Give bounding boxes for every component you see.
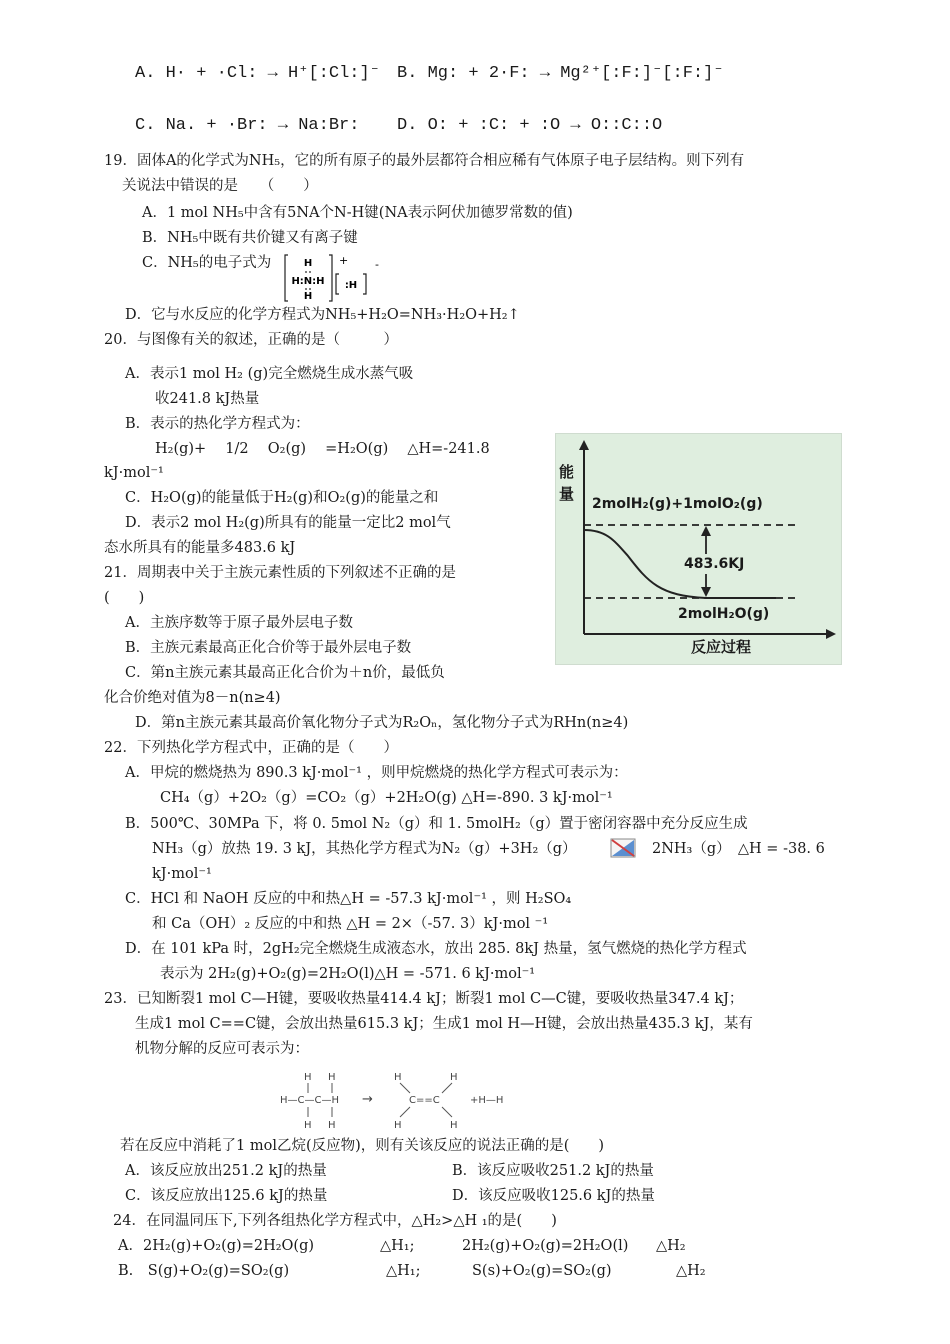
energy-diagram: [555, 433, 842, 665]
chart-bottom-label: 2molH₂O(g): [678, 606, 770, 622]
q20-option-b-line1: B．表示的热化学方程式为：: [125, 416, 310, 432]
q21-option-c-line1: C．第n主族元素其最高正化合价为＋n价，最低负: [125, 665, 445, 681]
svg-text:H:N:H: H:N:H: [291, 276, 325, 287]
q20-option-a-line2: 收241.8 kJ热量: [155, 391, 260, 407]
q19-stem-line1: 19．固体A的化学式为NH₅，它的所有原子的最外层都符合相应稀有气体原子电子层结构。则下列有: [104, 153, 745, 169]
q20-option-b-line3: kJ·mol⁻¹: [104, 465, 164, 481]
svg-text:H: H: [303, 258, 313, 269]
svg-text:→: →: [362, 1092, 373, 1107]
q20-option-d-line2: 态水所具有的能量多483.6 kJ: [104, 540, 296, 556]
q24-option-b-dh1: △H₁;: [386, 1263, 421, 1279]
q21-option-d: D．第n主族元素其最高价氧化物分子式为R₂Oₙ，氢化物分子式为RHn(n≥4): [135, 715, 629, 731]
chart-xlabel: 反应过程: [691, 638, 752, 656]
svg-text:H: H: [450, 1072, 458, 1083]
q24-stem: 24．在同温同压下,下列各组热化学方程式中，△H₂>△H ₁的是( ): [113, 1213, 557, 1229]
q23-option-c: C．该反应放出125.6 kJ的热量: [125, 1188, 328, 1204]
q18-option-b: B. Mg: + 2·F: → Mg²⁺[:F:]⁻[:F:]⁻: [397, 64, 724, 83]
svg-text::H: :H: [344, 280, 358, 291]
reaction-curve: [584, 530, 776, 598]
ethane-decomposition-structure: [278, 1068, 528, 1134]
q19-stem-line2: 关说法中错误的是 （ ）: [122, 178, 318, 194]
q24-option-a-eq1: A．2H₂(g)+O₂(g)=2H₂O(g): [118, 1238, 315, 1254]
q19-option-d: D．它与水反应的化学方程式为NH₅+H₂O=NH₃·H₂O+H₂↑: [125, 307, 520, 323]
q22-stem: 22．下列热化学方程式中，正确的是（ ）: [104, 740, 398, 756]
q20-option-a-line1: A．表示1 mol H₂ (g)完全燃烧生成水蒸气吸: [125, 366, 414, 382]
chart-ylabel-2: 量: [559, 485, 575, 503]
chart-ylabel-1: 能: [559, 463, 575, 481]
svg-text:+H—H: +H—H: [470, 1095, 504, 1106]
anion-charge: -: [375, 258, 379, 271]
q24-option-a-eq2: 2H₂(g)+O₂(g)=2H₂O(l): [462, 1238, 629, 1254]
svg-text:H: H: [394, 1072, 402, 1083]
nh5-lewis-structure: [283, 252, 403, 304]
q23-stem-line4: 若在反应中消耗了1 mol乙烷(反应物)，则有关该反应的说法正确的是( ): [120, 1138, 605, 1154]
q22-option-d-line2: 表示为 2H₂(g)+O₂(g)=2H₂O(l)△H = -571. 6 kJ·mol⁻¹: [160, 966, 536, 982]
q24-option-a-dh2: △H₂: [656, 1238, 686, 1254]
q22-option-b-line2b: 2NH₃（g） △H = -38. 6: [652, 841, 825, 857]
q21-stem-line2: ( ): [104, 590, 145, 606]
q21-stem-line1: 21．周期表中关于主族元素性质的下列叙述不正确的是: [104, 565, 456, 581]
q23-option-d: D．该反应吸收125.6 kJ的热量: [452, 1188, 655, 1204]
q23-stem-line3: 机物分解的反应可表示为：: [135, 1041, 309, 1057]
q22-option-a-line1: A．甲烷的燃烧热为 890.3 kJ·mol⁻¹ ，则甲烷燃烧的热化学方程式可表示为：: [125, 765, 628, 781]
q24-option-b-eq2: S(s)+O₂(g)=SO₂(g): [472, 1263, 612, 1279]
svg-text:H—C—C—H: H—C—C—H: [280, 1095, 340, 1106]
q22-option-c-line2: 和 Ca（OH）₂ 反应的中和热 △H = 2×（-57. 3）kJ·mol ⁻¹: [152, 916, 549, 932]
svg-text:H: H: [328, 1120, 336, 1131]
q21-option-a: A．主族序数等于原子最外层电子数: [125, 615, 353, 631]
q24-option-b-dh2: △H₂: [676, 1263, 706, 1279]
q22-option-c-line1: C．HCl 和 NaOH 反应的中和热△H = -57.3 kJ·mol⁻¹ ，则 H₂SO₄: [125, 891, 572, 907]
chart-delta-label: 483.6KJ: [684, 556, 745, 572]
svg-text:H: H: [450, 1120, 458, 1131]
q23-stem-line1: 23．已知断裂1 mol C—H键，要吸收热量414.4 kJ；断裂1 mol C—C键，要吸收热量347.4 kJ；: [104, 991, 744, 1007]
svg-text:H: H: [394, 1120, 402, 1131]
q20-option-d-line1: D．表示2 mol H₂(g)所具有的能量一定比2 mol气: [125, 515, 451, 531]
q22-option-d-line1: D．在 101 kPa 时，2gH₂完全燃烧生成液态水，放出 285. 8kJ 热量，氢气燃烧的热化学方程式: [125, 941, 747, 957]
q19-option-c: C．NH₅的电子式为: [142, 255, 272, 271]
svg-text:H: H: [328, 1072, 336, 1083]
cation-charge: +: [339, 254, 349, 267]
svg-text:H: H: [303, 291, 313, 302]
q19-option-a: A．1 mol NH₅中含有5NA个N-H键(NA表示阿伏加德罗常数的值): [142, 205, 573, 221]
q21-option-b: B．主族元素最高正化合价等于最外层电子数: [125, 640, 412, 656]
q18-option-d: D. O: + :C: + :O → O::C::O: [397, 116, 663, 135]
svg-text:H: H: [304, 1120, 312, 1131]
q22-option-b-line1: B．500℃、30MPa 下，将 0. 5mol N₂（g）和 1. 5molH₂（g）置于密闭容器中充分反应生成: [125, 816, 748, 832]
q23-option-b: B．该反应吸收251.2 kJ的热量: [452, 1163, 654, 1179]
q19-option-b: B．NH₅中既有共价键又有离子键: [142, 230, 358, 246]
q20-option-b-line2: H₂(g)+ 1/2 O₂(g) =H₂O(g) △H=-241.8: [155, 441, 490, 457]
q24-option-b-eq1: B. S(g)+O₂(g)=SO₂(g): [118, 1263, 290, 1279]
q18-option-c: C. Na. + ·Br: → Na:Br:: [135, 116, 360, 135]
svg-text:C==C: C==C: [409, 1095, 440, 1106]
q18-option-a: A. H· + ·Cl: → H⁺[:Cl:]⁻: [135, 64, 380, 83]
chart-top-label: 2molH₂(g)+1molO₂(g): [592, 496, 763, 512]
q21-option-c-line2: 化合价绝对值为8－n(n≥4): [104, 690, 281, 706]
q22-option-b-line2a: NH₃（g）放热 19. 3 kJ，其热化学方程式为N₂（g）+3H₂（g）: [152, 841, 577, 857]
q23-stem-line2: 生成1 mol C==C键，会放出热量615.3 kJ；生成1 mol H—H键，会放出热量435.3 kJ，某有: [135, 1016, 753, 1032]
q20-stem: 20．与图像有关的叙述，正确的是（ ）: [104, 332, 398, 348]
q22-option-a-line2: CH₄（g）+2O₂（g）=CO₂（g）+2H₂O(g) △H=-890. 3 kJ·mol⁻¹: [160, 790, 613, 806]
q22-option-b-line3: kJ·mol⁻¹: [152, 866, 212, 882]
reversible-arrow-image: [610, 838, 636, 858]
q24-option-a-dh1: △H₁;: [380, 1238, 415, 1254]
svg-text:H: H: [304, 1072, 312, 1083]
q20-option-c: C．H₂O(g)的能量低于H₂(g)和O₂(g)的能量之和: [125, 490, 439, 506]
q23-option-a: A．该反应放出251.2 kJ的热量: [125, 1163, 327, 1179]
